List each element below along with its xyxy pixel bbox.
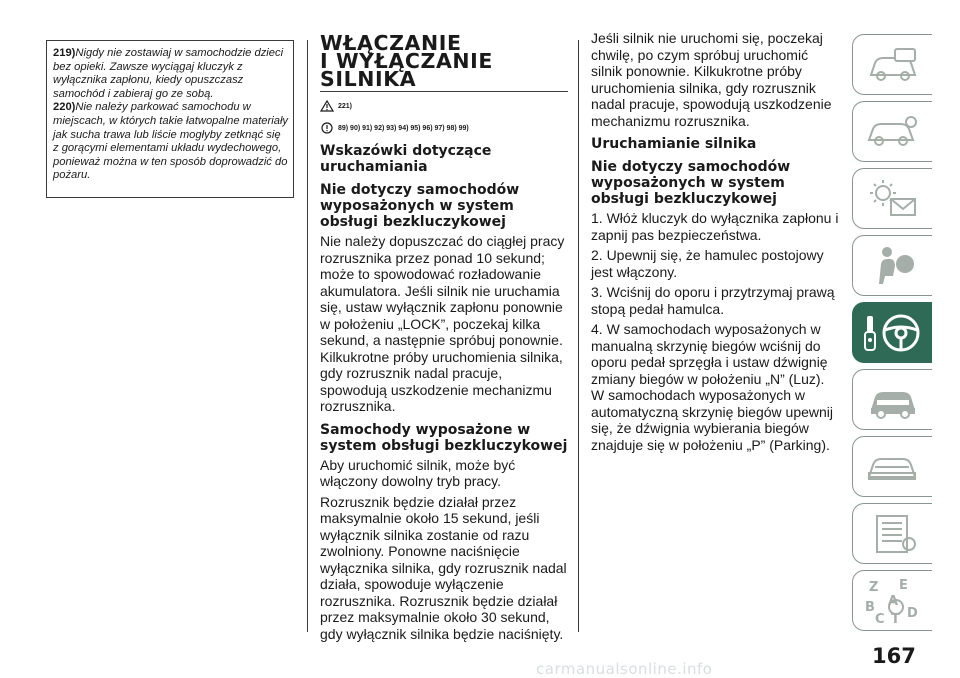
chapter-tab-warning-lights[interactable] — [852, 168, 932, 229]
main-column — [320, 26, 568, 646]
paragraph: Rozrusznik będzie działał przez maksymalnie około 15 sekund, jeśli wyłącznik silnika zostanie od razu zwolniony. Ponowne naciśnięcie wyłącznika silnika, gdy rozrusznik nadal działa, spowoduje wyłączenie rozrusznika. Rozrusznik będzie działał przez maksymalnie około 30 sekund, gdy wyłącznik silnika będzie naciśnięty. — [320, 493, 567, 642]
page-number: 167 — [872, 644, 916, 668]
note-text: Nigdy nie zostawiaj w samochodzie dzieci bez opieki. Zawsze wyciągaj kluczyk z wyłącznika zapłonu, kiedy opuszczasz samochód i zabieraj go ze sobą. — [53, 47, 284, 100]
index-letter: D — [906, 605, 918, 621]
chapter-tab-safety[interactable] — [852, 235, 932, 296]
warning-reference — [320, 98, 568, 114]
car-dashboard-icon — [865, 45, 921, 85]
right-column — [591, 26, 839, 457]
note-number: 219) — [53, 47, 76, 59]
chapter-tab-dashboard[interactable] — [852, 34, 932, 95]
heading-keyless: Samochody wyposażone w system obsługi bezkluczykowej — [320, 421, 568, 454]
warning-notes-box — [46, 40, 294, 198]
heading-engine-start: Uruchamianie silnika — [591, 136, 757, 152]
chapter-tab-specifications[interactable] — [852, 503, 932, 564]
car-emergency-icon — [865, 380, 921, 420]
note-text: Nie należy parkować samochodu w miejscach, w których takie łatwopalne materiały jak sucha trawa lub liście mogłyby zetknąć się z gorącymi elementami układu wydechowego, ponieważ można w ten sposób doprowadzić do pożaru. — [53, 101, 289, 182]
chapter-tab-starting-driving[interactable] — [852, 302, 932, 363]
index-letter: Z — [868, 579, 878, 595]
step-2: 2. Upewnij się, że hamulec postojowy jest włączony. — [591, 247, 824, 280]
step-4: 4. W samochodach wyposażonych w manualną skrzynię biegów wciśnij do oporu pedał sprzęgła i ustaw dźwignię zmiany biegów w położeniu „N” (Luz). W samochodach wyposażonych w automatyczną skrzynię biegów upewnij się, że dźwignia wybierania biegów znajduje się w położeniu „P” (Parking). — [591, 321, 834, 453]
paragraph: Aby uruchomić silnik, może być włączony dowolny tryb pracy. — [320, 456, 516, 489]
caution-refs-text: 89) 90) 91) 92) 93) 94) 95) 96) 97) 98) 99) — [338, 124, 469, 132]
warning-note-219 — [53, 47, 289, 101]
warning-lights-icon — [865, 177, 921, 221]
index-letter: A — [887, 593, 898, 609]
index-letter: C — [874, 611, 885, 625]
paragraph: Nie należy dopuszczać do ciągłej pracy rozrusznika przez ponad 10 sekund; może to spowodować rozładowanie akumulatora. Jeśli silnik nie uruchamia się, ustaw wyłącznik zapłonu ponownie w położeniu „LOCK”, poczekaj kilka sekund, a następnie spróbuj ponownie. Kilkukrotne próby uruchomienia silnika, gdy rozrusznik nadal pracuje, spowodują uszkodzenie mechanizmu rozrusznika. — [320, 233, 565, 414]
specifications-list-icon — [865, 512, 921, 556]
column-divider — [578, 40, 579, 632]
chapter-tab-controls[interactable] — [852, 101, 932, 162]
warning-note-220 — [53, 101, 289, 183]
section-title — [320, 31, 568, 91]
title-underline — [320, 91, 568, 92]
paragraph: Jeśli silnik nie uruchomi się, poczekaj chwilę, po czym spróbuj uruchomić silnik ponownie. Kilkukrotne próby uruchomienia silnika, gdy rozrusznik nadal pracuje, spowodują uszkodzenie mechanizmu rozrusznika. — [591, 30, 832, 129]
car-maintenance-icon — [865, 447, 921, 487]
chapter-tab-emergency[interactable] — [852, 369, 932, 430]
airbag-person-icon — [865, 244, 921, 288]
chapter-tab-index[interactable] — [852, 570, 932, 631]
index-letter: E — [898, 577, 908, 593]
car-keys-icon — [865, 112, 921, 152]
warning-triangle-icon — [320, 100, 334, 112]
alphabetical-index-icon — [863, 577, 923, 625]
title-line: WŁĄCZANIE — [320, 31, 462, 55]
warning-ref-text: 221) — [338, 102, 353, 110]
column-divider — [307, 40, 308, 632]
step-1: 1. Włóż kluczyk do wyłącznika zapłonu i zapnij pas bezpieczeństwa. — [591, 210, 839, 243]
title-line: I WYŁĄCZANIE — [320, 49, 494, 73]
note-number: 220) — [53, 101, 76, 114]
footer-watermark: carmanualsonline.info — [536, 660, 713, 678]
heading-start-tips: Wskazówki dotyczące uruchamiania — [320, 143, 492, 175]
heading-non-keyless: Nie dotyczy samochodów wyposażonych w system obsługi bezkluczykowej — [320, 182, 520, 230]
caution-reference — [320, 120, 568, 136]
index-letter: T — [890, 611, 900, 625]
title-line: SILNIKA — [320, 67, 417, 91]
heading-non-keyless: Nie dotyczy samochodów wyposażonych w system obsługi bezkluczykowej — [591, 159, 791, 207]
step-3: 3. Wciśnij do oporu i przytrzymaj prawą stopą pedał hamulca. — [591, 284, 835, 317]
chapter-tab-maintenance[interactable] — [852, 436, 932, 497]
caution-circle-icon — [320, 122, 334, 134]
key-steering-wheel-icon — [861, 310, 925, 356]
chapter-sidebar — [852, 34, 932, 637]
index-letter: B — [864, 599, 875, 615]
